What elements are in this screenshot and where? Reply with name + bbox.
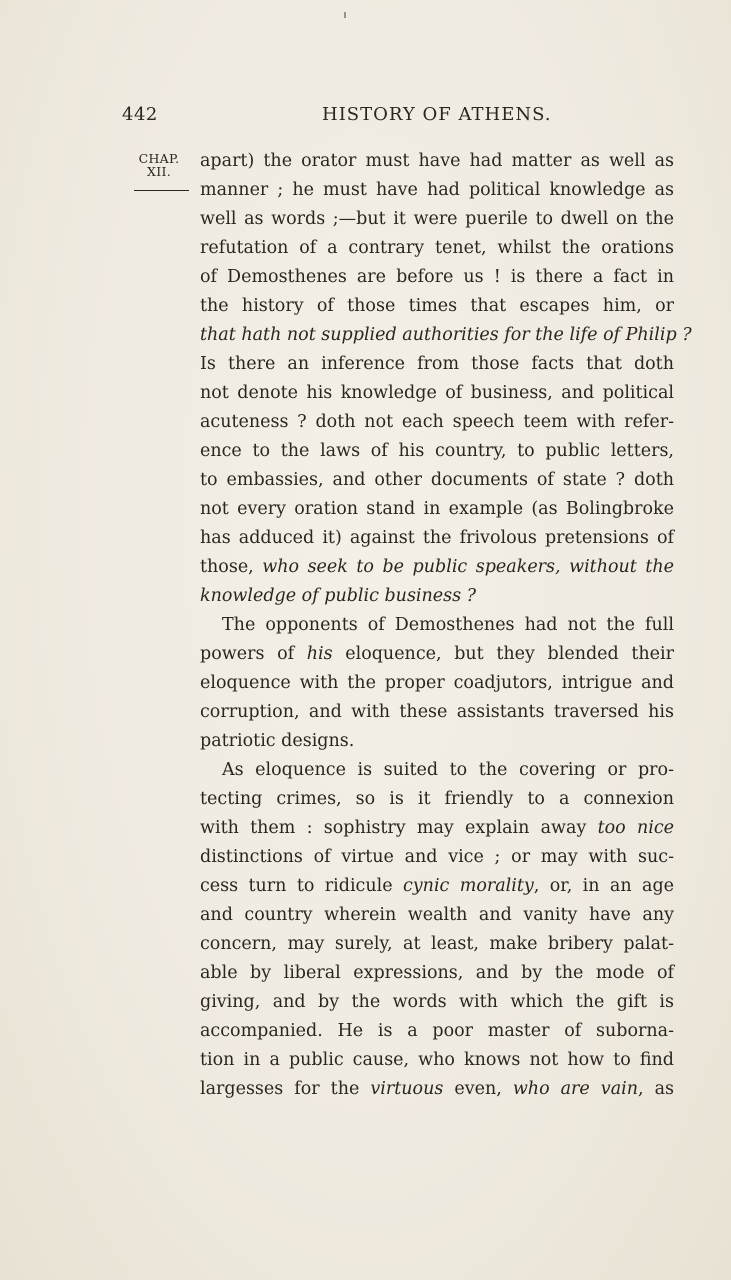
text-line: refutation of a contrary tenet, whilst the orations bbox=[200, 238, 674, 258]
text-line: tecting crimes, so is it friendly to a connexion bbox=[200, 789, 674, 809]
italic-span: his bbox=[306, 644, 333, 664]
italic-span: who are vain bbox=[512, 1079, 638, 1099]
text-span: cess turn to ridicule bbox=[200, 876, 403, 896]
text-span: largesses for the bbox=[200, 1079, 371, 1099]
text-line: giving, and by the words with which the gift is bbox=[200, 992, 674, 1012]
text-span: with them : sophistry may explain away bbox=[200, 818, 598, 838]
italic-span: cynic morality bbox=[402, 876, 534, 896]
text-line bbox=[200, 1075, 674, 1104]
page-number: 442 bbox=[122, 104, 158, 125]
chapter-rule bbox=[134, 190, 189, 191]
italic-span: too nice bbox=[597, 818, 674, 838]
text-span: those, bbox=[200, 557, 263, 577]
text-line: accompanied. He is a poor master of suborna- bbox=[200, 1021, 674, 1041]
text-line: well as words ;—but it were puerile to dwell on the bbox=[200, 209, 674, 229]
chapter-margin-label bbox=[133, 152, 185, 178]
print-mark bbox=[344, 12, 346, 18]
text-span: powers of bbox=[200, 644, 307, 664]
italic-span: virtuous bbox=[370, 1079, 444, 1099]
chapter-label: CHAP. bbox=[138, 151, 180, 166]
text-line: able by liberal expressions, and by the mode of bbox=[200, 963, 674, 983]
text-line bbox=[200, 640, 674, 669]
italic-span: who seek to be public speakers, without the bbox=[262, 557, 674, 577]
running-head: HISTORY OF ATHENS. bbox=[322, 104, 552, 125]
text-line: and country wherein wealth and vanity have any bbox=[200, 905, 674, 925]
text-span: eloquence, but they blended their bbox=[332, 644, 674, 664]
text-line: not denote his knowledge of business, and political bbox=[200, 383, 674, 403]
text-line: to embassies, and other documents of state ? doth bbox=[200, 470, 674, 490]
text-line: tion in a public cause, who knows not how to find bbox=[200, 1050, 674, 1070]
text-line: concern, may surely, at least, make bribery palat- bbox=[200, 934, 674, 954]
text-line bbox=[200, 553, 674, 582]
text-span: even, bbox=[443, 1079, 513, 1099]
text-line: acuteness ? doth not each speech teem with refer- bbox=[200, 412, 674, 432]
chapter-number: XII. bbox=[147, 164, 171, 179]
text-line: the history of those times that escapes him, or bbox=[200, 296, 674, 316]
text-line: corruption, and with these assistants traversed his bbox=[200, 702, 674, 722]
text-line: has adduced it) against the frivolous pretensions of bbox=[200, 528, 674, 548]
text-line: apart) the orator must have had matter as well as bbox=[200, 151, 674, 171]
text-line: patriotic designs. bbox=[200, 731, 355, 751]
text-line: The opponents of Demosthenes had not the full bbox=[222, 615, 674, 635]
text-span: , or, in an age bbox=[533, 876, 675, 896]
text-line: of Demosthenes are before us ! is there a fact in bbox=[200, 267, 674, 287]
text-line: Is there an inference from those facts that doth bbox=[200, 354, 674, 374]
text-line: ence to the laws of his country, to public letters, bbox=[200, 441, 674, 461]
text-line: that hath not supplied authorities for the life of Philip ? bbox=[200, 325, 692, 345]
text-span: , as bbox=[638, 1079, 675, 1099]
text-line: As eloquence is suited to the covering or pro- bbox=[222, 760, 674, 780]
text-line: eloquence with the proper coadjutors, intrigue and bbox=[200, 673, 674, 693]
text-line bbox=[200, 872, 674, 901]
text-line: manner ; he must have had political knowledge as bbox=[200, 180, 674, 200]
text-line bbox=[200, 814, 674, 843]
text-line: not every oration stand in example (as Bolingbroke bbox=[200, 499, 674, 519]
body-text bbox=[200, 147, 692, 1104]
text-line: distinctions of virtue and vice ; or may with suc- bbox=[200, 847, 674, 867]
text-line: knowledge of public business ? bbox=[200, 586, 477, 606]
